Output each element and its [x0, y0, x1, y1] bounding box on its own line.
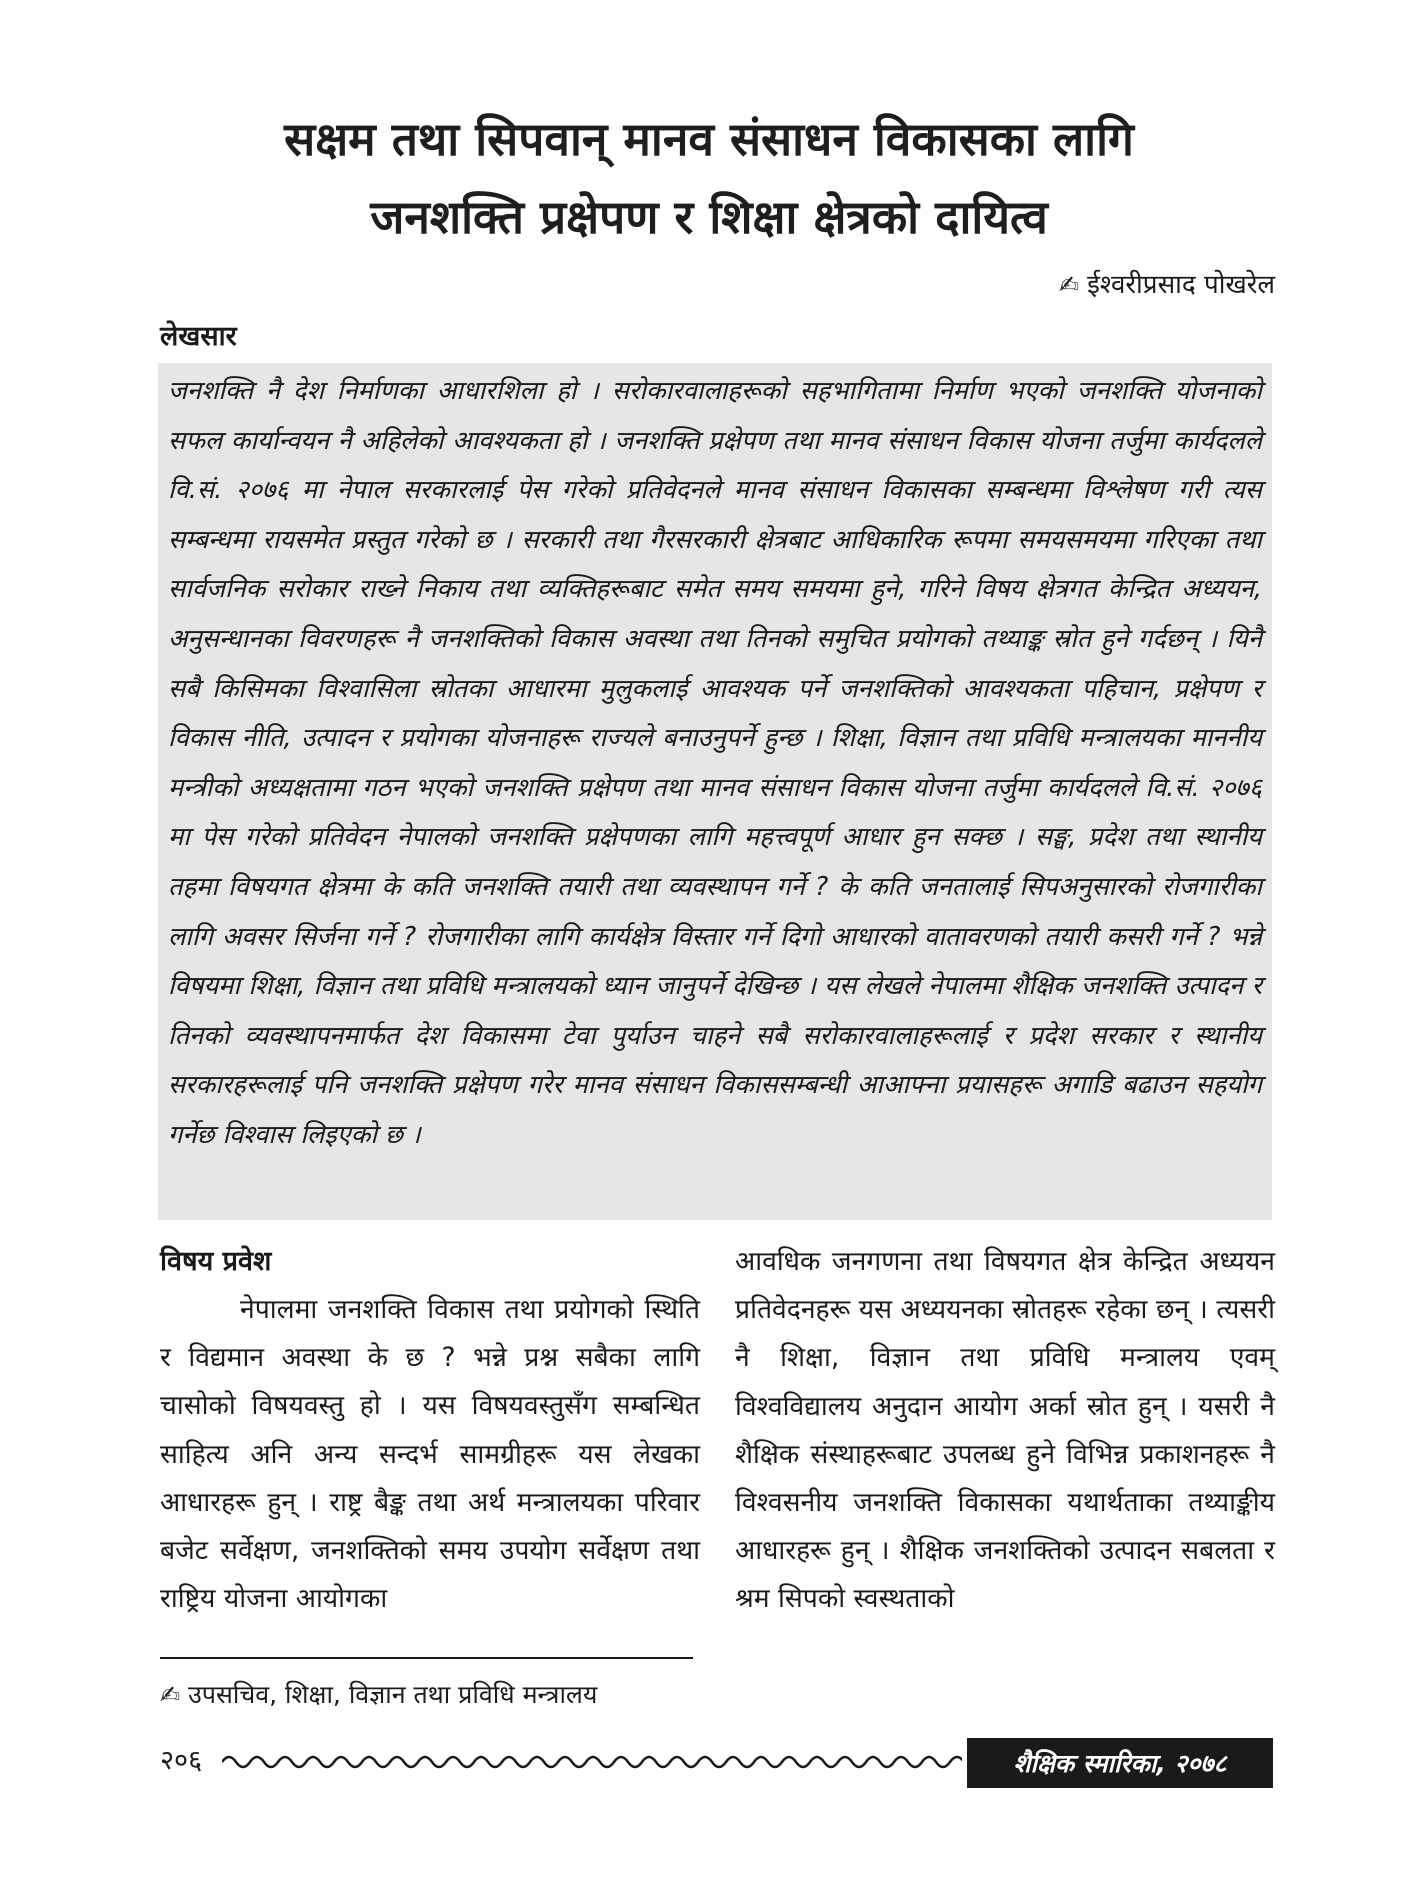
article-title [150, 100, 1268, 256]
section-heading: विषय प्रवेश [160, 1246, 272, 1277]
footnote-text: उपसचिव, शिक्षा, विज्ञान तथा प्रविधि मन्त्रालय [188, 1680, 598, 1709]
intro-paragraph-left: नेपालमा जनशक्ति विकास तथा प्रयोगको स्थिति र विद्यमान अवस्था के छ ? भन्ने प्रश्न सबैका लागि चासोको विषयवस्तु हो । यस विषयवस्तुसँग सम्बन्धित साहित्य अनि अन्य सन्दर्भ सामग्रीहरू यस लेखका आधारहरू हुन् । राष्ट्र बैङ्क तथा अर्थ मन्त्रालयका परिवार बजेट सर्वेक्षण, जनशक्तिको समय उपयोग सर्वेक्षण तथा राष्ट्रिय योजना आयोगका [160, 1294, 700, 1615]
abstract-heading: लेखसार [160, 321, 237, 352]
footnote-divider [160, 1657, 693, 1659]
author-name: ईश्वरीप्रसाद पोखरेल [1087, 270, 1275, 300]
pen-icon: ✍ [160, 1681, 181, 1709]
author-byline [1059, 268, 1275, 302]
page-number: २०६ [160, 1745, 203, 1776]
title-line-1: सक्षम तथा सिपवान् मानव संसाधन विकासका लागि [284, 112, 1134, 166]
left-column [160, 1238, 700, 1623]
journal-name: शैक्षिक स्मारिका, २०७८ [1013, 1749, 1227, 1778]
intro-paragraph-right: आवधिक जनगणना तथा विषयगत क्षेत्र केन्द्रित अध्ययन प्रतिवेदनहरू यस अध्ययनका स्रोतहरू रहेका छन् । त्यसरी नै शिक्षा, विज्ञान तथा प्रविधि मन्त्रालय एवम् विश्वविद्यालय अनुदान आयोग अर्का स्रोत हुन् । यसरी नै शैक्षिक संस्थाहरूबाट उपलब्ध हुने विभिन्न प्रकाशनहरू नै विश्वसनीय जनशक्ति विकासका यथार्थताका तथ्याङ्कीय आधारहरू हुन् । शैक्षिक जनशक्तिको उत्पादन सबलता र श्रम सिपको स्वस्थताको [735, 1246, 1275, 1615]
journal-name-box [967, 1738, 1273, 1788]
footnote [160, 1678, 597, 1712]
wave-divider [222, 1748, 962, 1776]
pen-icon: ✍ [1059, 271, 1080, 299]
right-column [735, 1238, 1275, 1624]
abstract-text: जनशक्ति नै देश निर्माणका आधारशिला हो । सरोकारवालाहरूको सहभागितामा निर्माण भएको जनशक्ति योजनाको सफल कार्यान्वयन नै अहिलेको आवश्यकता हो । जनशक्ति प्रक्षेपण तथा मानव संसाधन विकास योजना तर्जुमा कार्यदलले वि.सं. २०७६ मा नेपाल सरकारलाई पेस गरेको प्रतिवेदनले मानव संसाधन विकासका सम्बन्धमा विश्लेषण गरी त्यस सम्बन्धमा रायसमेत प्रस्तुत गरेको छ । सरकारी तथा गैरसरकारी क्षेत्रबाट आधिकारिक रूपमा समयसमयमा गरिएका तथा सार्वजनिक सरोकार राख्ने निकाय तथा व्यक्तिहरूबाट समेत समय समयमा हुने, गरिने विषय क्षेत्रगत केन्द्रित अध्ययन, अनुसन्धानका विवरणहरू नै जनशक्तिको विकास अवस्था तथा तिनको समुचित प्रयोगको तथ्याङ्क स्रोत हुने गर्दछन् । यिनै सबै किसिमका विश्वासिला स्रोतका आधारमा मुलुकलाई आवश्यक पर्ने जनशक्तिको आवश्यकता पहिचान, प्रक्षेपण र विकास नीति, उत्पादन र प्रयोगका योजनाहरू राज्यले बनाउनुपर्ने हुन्छ । शिक्षा, विज्ञान तथा प्रविधि मन्त्रालयका माननीय मन्त्रीको अध्यक्षतामा गठन भएको जनशक्ति प्रक्षेपण तथा मानव संसाधन विकास योजना तर्जुमा कार्यदलले वि.सं. २०७६ मा पेस गरेको प्रतिवेदन नेपालको जनशक्ति प्रक्षेपणका लागि महत्त्वपूर्ण आधार हुन सक्छ । सङ्घ, प्रदेश तथा स्थानीय तहमा विषयगत क्षेत्रमा के कति जनशक्ति तयारी तथा व्यवस्थापन गर्ने ? के कति जनतालाई सिपअनुसारको रोजगारीका लागि अवसर सिर्जना गर्ने ? रोजगारीका लागि कार्यक्षेत्र विस्तार गर्ने दिगो आधारको वातावरणको तयारी कसरी गर्ने ? भन्ने विषयमा शिक्षा, विज्ञान तथा प्रविधि मन्त्रालयको ध्यान जानुपर्ने देखिन्छ । यस लेखले नेपालमा शैक्षिक जनशक्ति उत्पादन र तिनको व्यवस्थापनमार्फत देश विकासमा टेवा पुर्याउन चाहने सबै सरोकारवालाहरूलाई र प्रदेश सरकार र स्थानीय सरकारहरूलाई पनि जनशक्ति प्रक्षेपण गरेर मानव संसाधन विकाससम्बन्धी आआफ्ना प्रयासहरू अगाडि बढाउन सहयोग गर्नेछ विश्वास लिइएको छ । [168, 376, 1262, 1150]
abstract-box [158, 363, 1272, 1220]
title-line-2: जनशक्ति प्रक्षेपण र शिक्षा क्षेत्रको दायित्व [370, 190, 1048, 244]
